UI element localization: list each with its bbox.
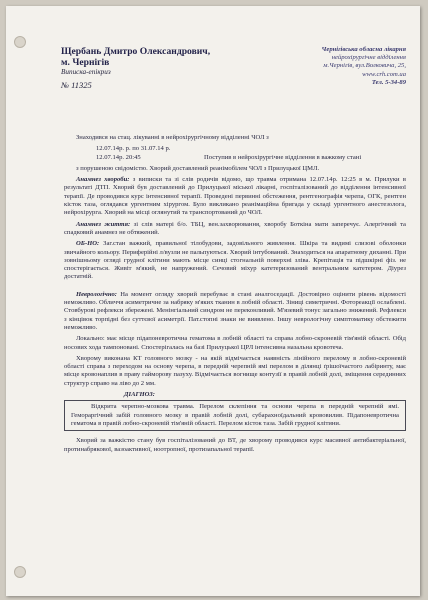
diagnosis-label: ДІАГНОЗ:: [124, 391, 155, 399]
patient-name: Щербань Дмитро Олександрович,: [61, 46, 211, 57]
exam-text: Заг.стан важкий, правильної тілобудови, задовільного живлення. Шкіра та видимі слизові оболонки звичайного кольору. Периферійні л/вузли не пальпуються. Хворий інтубований. Знаходиться на апаратному диханні. При зовнішньому огляді грудної клітини мають місце синці стогнальній поверхні зліва. Крепітація та підшкірні фіз. не спостерігається. Живіт м'який, не напружений. Сечовий міхур катетеризований вентральним катетером. Діурез достатній.: [64, 240, 406, 281]
admission-text: Поступив в нейрохірургічне відділення в важкому стані: [204, 153, 362, 161]
local-status: Локально: має місце підапоневротична гематома в лобній області та справа лобно-скроневій тім'яній області. Обід носових хода тампоновані. Спостерігалась на базі Прилуцької ЦРЛ інтенсивна назальна кровотеча.: [64, 335, 406, 351]
hospital-name: Чернігівська обласна лікарня: [321, 46, 406, 53]
anamnesis-life-label: Анамнез життя:: [76, 220, 131, 228]
ct-result: Хворому виконана КТ головного мозку - на якій відмічається наявність лінійного перелому в лобно-скроневій області справа з переходом на основу черепа, в передній черепній ямі перелом в ділянці ґрішоїчастого лабіринту, має місце кровонаплив в праву гайморову пазуху. Відмічається вогнище контузії в правій лобній долі, зміщення серединних структур справо на ліво до 2 мм.: [64, 354, 406, 387]
anamnesis-label: Анамнез хвороби:: [76, 176, 130, 184]
document-body: [64, 134, 406, 457]
anamnesis-text: з виписки та зі слів родичів відомо, що травма отримана 12.07.14р. 12:25 в м. Прилуки в результаті ДТП. Хворий був доставлений до Прилуцької міської лікарні, госпіталізований до відділення інтенсивної терапії. Де проводився курс інтенсивної терапії. Проведені первинні обстеження, рентгенографія черепа, ОГК, рентген кісток таза, оглядався ургентним хірургом. Було викликано реанімаційна бригада у складі ургентного анестезолога, нейрохірурга. Хворий на місці оглянутий та транспортований до ЧОЛ.: [64, 176, 407, 217]
binder-hole: [14, 36, 26, 48]
anamnesis-life-text: зі слів матері б/о. ТБЦ, вен.захворювання, хворобу Боткіна мати заперечує. Алергічний та спадковий анамнез не обтяжений.: [64, 220, 406, 236]
hospital-phone: Тел. 5-34-89: [371, 78, 406, 86]
exam-label: ОБ-НО:: [76, 240, 100, 248]
diagnosis-text: Відкрита черепно-мозкова травма. Перелом склепіння та основи черепа в передній черепній ямі. Гемораргічний забій головного мозку в правій лобній долі, субарахноїдальний крововилив. Підапоневротична гематома в правій лобно-скроневій тім'яній області. Перелом кісток таза. Забій грудної клітини.: [71, 403, 399, 427]
hospital-header: [266, 46, 406, 87]
anamnesis-paragraph: [64, 176, 406, 217]
document-number: № 11325: [61, 80, 92, 90]
stay-period: 12.07.14р. р. по 31.07.14 р.: [96, 145, 171, 153]
hospital-address: м.Чернігів, вул.Волковича, 25,: [323, 62, 406, 70]
intro-text: Знаходився на стац. лікуванні в нейрохірургічному відділенні ЧОЛ з: [76, 134, 269, 141]
patient-city: м. Чернігів: [61, 57, 110, 68]
exam-paragraph: [64, 240, 406, 281]
document-type: Виписка-епікриз: [61, 68, 111, 76]
hospital-website: www.crh.com.ua: [362, 70, 406, 78]
patient-header: [61, 46, 246, 90]
neuro-text: На момент огляду хворий перебуває в стані аналгоседації. Достовірно оцінити рівень відомості неможливо. Обличчя асиметричне за набряку м'яких тканин в лобній області. Зіниці симетричні. Фотореакції ослаблені. Стовбурові рефлекси збережені. Менінгіальний синдром не переконливий. М'язевий тонус загально знижений. Рефлекси з кінцівок торпідні без суттєвої асиметрії. Пат.стопні знаки не виявлено. Іншу неврологічну симптоматику обстежити неможливо.: [64, 290, 406, 331]
neuro-label: Неврологічно:: [76, 290, 117, 298]
anamnesis-life-paragraph: [64, 221, 406, 238]
neuro-paragraph: [64, 291, 406, 332]
admission-continuation: з порушеною свідомістю. Хворий доставлений реанімобілем ЧОЛ з Прилуцької ЦМЛ.: [76, 164, 320, 172]
binder-hole: [14, 566, 26, 578]
hospital-department: нейрохірургічне відділення: [331, 54, 406, 62]
stay-dates: [64, 145, 406, 162]
admission-time: 12.07.14р. 20:45: [96, 153, 141, 161]
document-page: [6, 6, 420, 596]
diagnosis-box: [64, 400, 406, 431]
treatment-text: Хворий за важкістю стану був госпіталізований до ВТ, де хворому проводився курс масивної антибактеріальної, протинабрякової, вазоактивної, ноотропної, протизапальної терапії.: [64, 437, 406, 453]
